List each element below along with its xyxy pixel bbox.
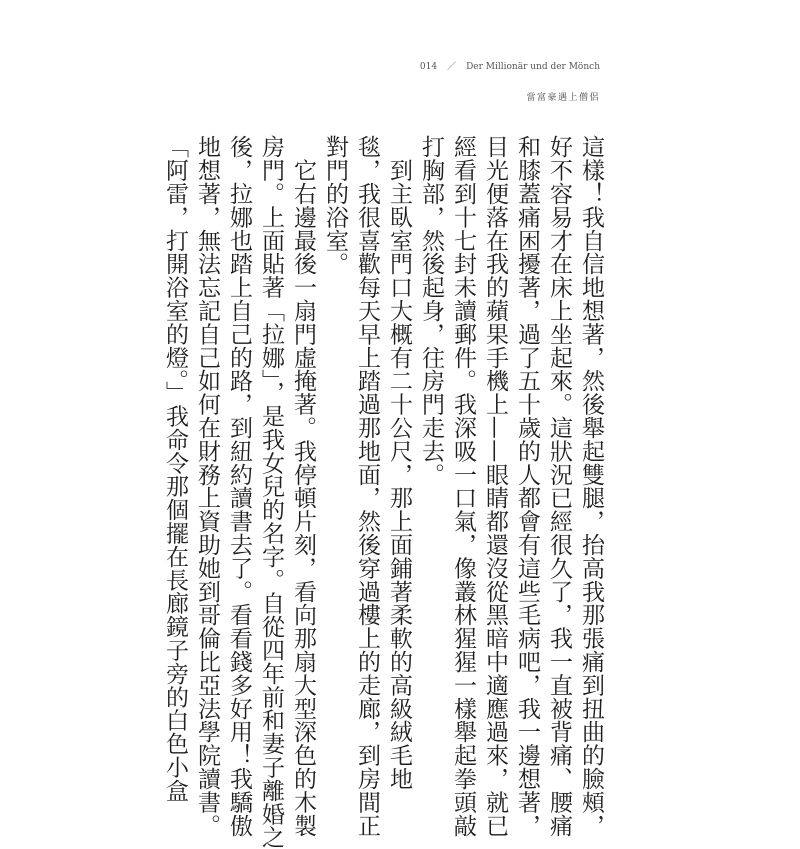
text-column: 後，拉娜也踏上自己的路，到紐約讀書去了。看看錢多好用！我驕傲 [226, 135, 252, 837]
german-title: Der Millionär und der Mönch [466, 62, 600, 72]
text-column: 打胸部，然後起身，往房門走去。 [418, 135, 444, 486]
text-column: 經看到十七封未讀郵件。我深吸一口氣，像叢林猩猩一樣舉起拳頭敲 [450, 135, 476, 837]
header-meta-row [420, 59, 600, 72]
text-column: 對門的浴室。 [322, 135, 348, 276]
text-column: 這樣！我自信地想著，然後舉起雙腿，抬高我那張痛到扭曲的臉頰， [578, 135, 604, 837]
text-column: 和膝蓋痛困擾著，過了五十歲的人都會有這些毛病吧，我一邊想著， [514, 135, 540, 837]
text-column: 到主臥室門口大概有二十公尺，那上面鋪著柔軟的高級絨毛地 [386, 135, 412, 791]
text-column: 它右邊最後一扇門虛掩著。我停頓片刻，看向那扇大型深色的木製 [290, 135, 316, 837]
text-column: 地想著，無法忘記自己如何在財務上資助她到哥倫比亞法學院讀書。 [194, 135, 220, 837]
book-title: 當富豪遇上僧侶 [526, 93, 600, 103]
text-column: 「阿雷，打開浴室的燈。」我命令那個擺在長廊鏡子旁的白色小盒 [162, 135, 188, 803]
header-separator: ／ [447, 62, 457, 72]
text-column: 房門。上面貼著「拉娜」，是我女兒的名字。自從四年前和妻子離婚之 [258, 135, 284, 849]
text-column: 好不容易才在床上坐起來。這狀況已經很久了，我一直被背痛、腰痛 [546, 135, 572, 837]
text-column: 目光便落在我的蘋果手機上——眼睛都還沒從黑暗中適應過來，就已 [482, 135, 508, 837]
text-column: 毯，我很喜歡每天早上踏過那地面，然後穿過樓上的走廊，到房間正 [354, 135, 380, 837]
page-number: 014 [419, 62, 438, 72]
